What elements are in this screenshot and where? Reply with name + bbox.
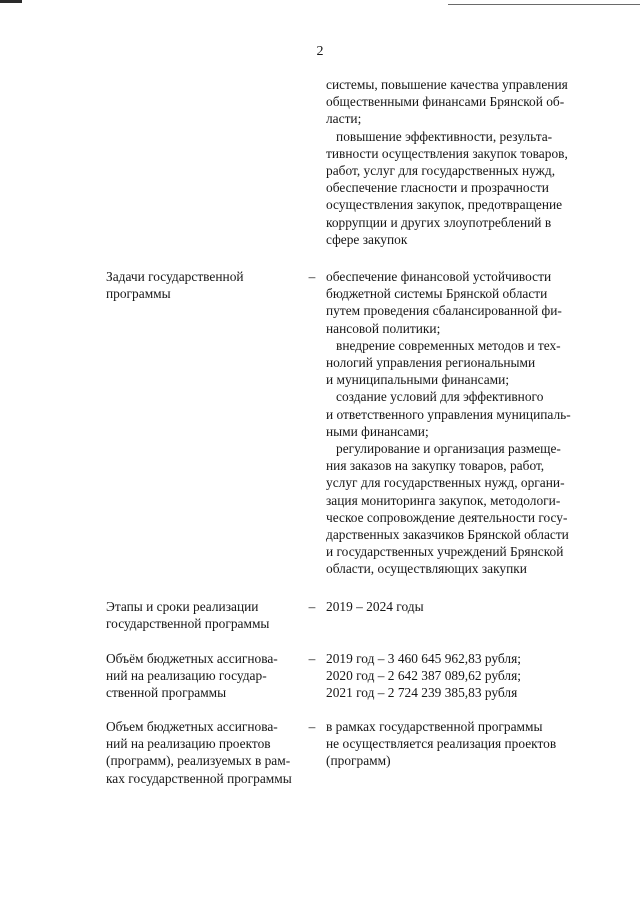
section-tasks-label	[106, 268, 306, 302]
text-line: обеспечение финансовой устойчивости	[326, 269, 552, 284]
label-line: государственной программы	[106, 616, 270, 632]
text-line: тивности осуществления закупок товаров,	[326, 145, 568, 161]
text-line: 2021 год – 2 724 239 385,83 рубля	[326, 685, 518, 701]
text-line: ния заказов на закупку товаров, работ,	[326, 458, 545, 474]
section-stages-label	[106, 598, 306, 632]
text-line: путем проведения сбалансированной фи-	[326, 303, 562, 319]
text-line: ными финансами;	[326, 423, 429, 439]
section-budget-dash: –	[308, 651, 316, 666]
section-budget-label	[106, 650, 306, 702]
text-line: регулирование и организация размеще-	[326, 441, 561, 457]
label-line: программы	[106, 286, 171, 302]
text-line: обеспечение гласности и прозрачности	[326, 180, 549, 196]
text-line: работ, услуг для государственных нужд,	[326, 163, 556, 179]
text-line: ласти;	[326, 111, 362, 127]
label-line: Задачи государственной	[106, 269, 244, 284]
section-projects-dash: –	[308, 719, 316, 734]
text-line: услуг для государственных нужд, органи-	[326, 475, 565, 491]
text-line: и муниципальными финансами;	[326, 372, 510, 388]
text-line: бюджетной системы Брянской области	[326, 286, 548, 302]
label-line: ственной программы	[106, 685, 227, 701]
text-line: зация мониторинга закупок, методологи-	[326, 492, 561, 508]
text-line: (программ)	[326, 753, 391, 769]
text-line: и государственных учреждений Брянской	[326, 544, 564, 560]
page-number: 2	[316, 44, 324, 59]
label-line: ний на реализацию государ-	[106, 668, 267, 684]
text-line: коррупции и других злоупотреблений в	[326, 214, 552, 230]
label-line: Этапы и сроки реализации	[106, 599, 259, 614]
text-line: 2019 год – 3 460 645 962,83 рубля;	[326, 651, 521, 666]
label-line: Объем бюджетных ассигнова-	[106, 719, 278, 734]
label-line: (программ), реализуемых в рам-	[106, 753, 291, 769]
text-line: нансовой политики;	[326, 320, 441, 336]
text-line: области, осуществляющих закупки	[326, 561, 527, 577]
text-line: 2020 год – 2 642 387 089,62 рубля;	[326, 668, 521, 684]
text-line: не осуществляется реализация проектов	[326, 736, 557, 752]
section-projects-value	[326, 718, 606, 770]
label-line: ний на реализацию проектов	[106, 736, 271, 752]
text-line: системы, повышение качества управления	[326, 77, 568, 92]
label-line: Объём бюджетных ассигнова-	[106, 651, 278, 666]
text-line: осуществления закупок, предотвращение	[326, 197, 563, 213]
text-line: в рамках государственной программы	[326, 719, 543, 734]
label-line: ках государственной программы	[106, 770, 292, 786]
section-budget-value	[326, 650, 606, 702]
section-projects-label	[106, 718, 306, 787]
section-stages-dash: –	[308, 599, 316, 614]
section-tasks-dash: –	[308, 269, 316, 284]
text-line: дарственных заказчиков Брянской области	[326, 527, 569, 543]
scan-artifact-top-right	[448, 4, 640, 5]
section-stages-value	[326, 598, 606, 615]
text-line: ческое сопровождение деятельности госу-	[326, 509, 568, 525]
text-line: повышение эффективности, результа-	[326, 128, 553, 144]
text-line: 2019 – 2024 годы	[326, 599, 424, 614]
section-tasks-value	[326, 268, 606, 578]
text-line: нологий управления региональными	[326, 355, 536, 371]
text-line: сфере закупок	[326, 231, 408, 247]
text-line: и ответственного управления муниципаль-	[326, 406, 571, 422]
text-line: общественными финансами Брянской об-	[326, 94, 565, 110]
intro-continuation	[326, 76, 606, 248]
text-line: создание условий для эффективного	[326, 389, 544, 405]
scan-artifact-top-left	[0, 0, 22, 3]
text-line: внедрение современных методов и тех-	[326, 337, 561, 353]
